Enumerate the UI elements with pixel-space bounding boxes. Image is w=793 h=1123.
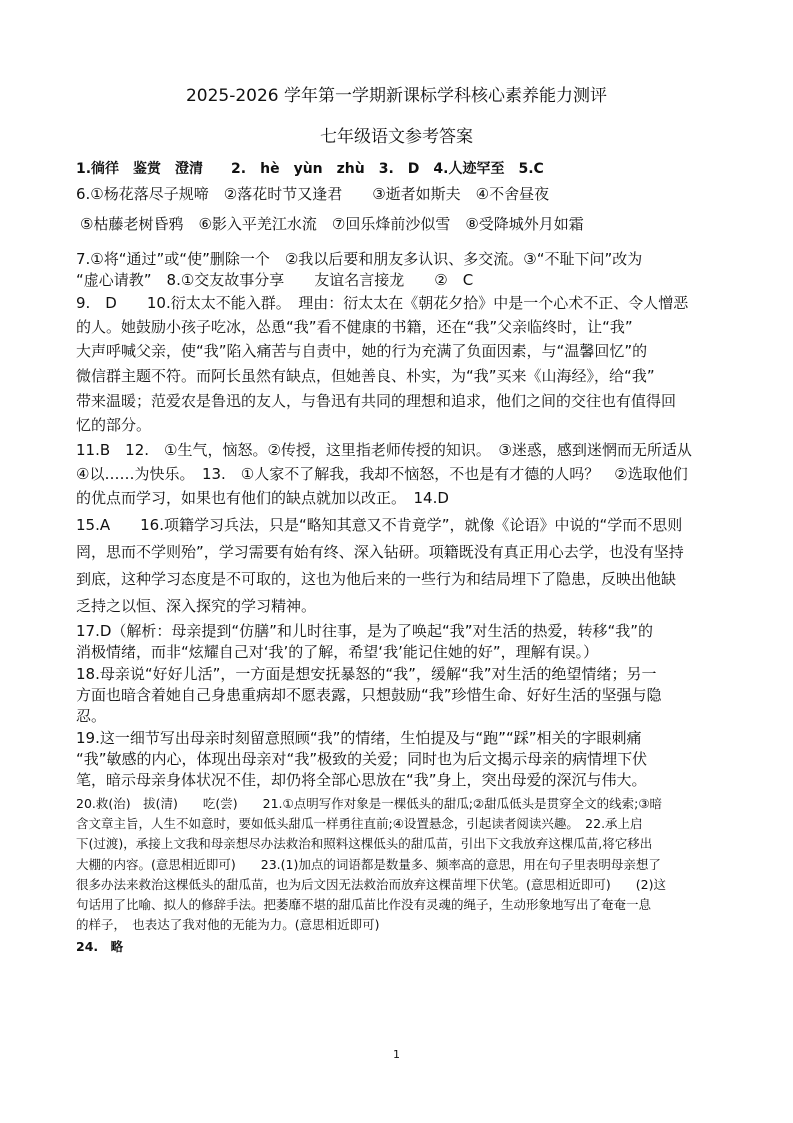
- answer-line: 忍。: [76, 707, 107, 725]
- answer-line: 大棚的内容。(意思相近即可) 23.(1)加点的词语都是数量多、频率高的意思，用在句子里表明母亲想了: [76, 857, 661, 872]
- answer-line: 带来温暖；范爱农是鲁迅的友人，与鲁迅有共同的理想和追求，他们之间的交往也有值得回: [76, 392, 677, 410]
- answer-line: 24. 略: [76, 939, 124, 954]
- answer-line: 方面也暗含着她自己身患重病却不愿表露，只想鼓励“我”珍惜生命、好好生活的坚强与隐: [76, 686, 662, 704]
- answer-line: 下(过渡)，承接上文我和母亲想尽办法救治和照料这棵低头的甜瓜苗，引出下文我放弃这棵瓜苗,将它移出: [76, 836, 653, 851]
- answer-line: ④以……为快乐。 13. ①人家不了解我，我却不恼怒，不也是有才德的人吗？ ②选取他们: [76, 465, 688, 483]
- answer-line: 句话用了比喻、拟人的修辞手法。把萎靡不堪的甜瓜苗比作没有灵魂的绳子，生动形象地写出了奄奄一息: [76, 897, 652, 912]
- answer-line: 17.D（解析：母亲提到“仿膳”和儿时往事，是为了唤起“我”对生活的热爱，转移“我”的: [76, 622, 654, 640]
- document-title: 2025-2026 学年第一学期新课标学科核心素养能力测评: [185, 86, 608, 106]
- answer-line: 含文章主旨，人生不如意时，要如低头甜瓜一样勇往直前;④设置悬念，引起读者阅读兴趣。 22.承上启: [76, 816, 643, 831]
- answer-line: 7.①将“通过”或“使”删除一个 ②我以后要和朋友多认识、多交流。③“不耻下问”改为: [76, 250, 643, 268]
- answer-line: 15.A 16.项籍学习兵法，只是“略知其意又不肯竟学”，就像《论语》中说的“学而不思则: [76, 516, 683, 534]
- answer-line: 大声呼喊父亲，使“我”陷入痛苦与自责中，她的行为充满了负面因素，与“温馨回忆”的: [76, 342, 648, 360]
- answer-line: 的优点而学习，如果也有他们的缺点就加以改正。 14.D: [76, 489, 449, 507]
- answer-line: 20.救(治) 拔(清) 吃(尝) 21.①点明写作对象是一棵低头的甜瓜;②甜瓜低头是贯穿全文的线索;③暗: [76, 796, 663, 811]
- answer-line: 19.这一细节写出母亲时刻留意照顾“我”的情绪，生怕提及与“跑”“踩”相关的字眼刺痛: [76, 729, 642, 747]
- answer-line: 罔，思而不学则殆”，学习需要有始有终、深入钻研。项籍既没有真正用心去学，也没有坚持: [76, 543, 684, 561]
- answer-line: 到底，这种学习态度是不可取的，这也为他后来的一些行为和结局埋下了隐患，反映出他缺: [76, 570, 677, 588]
- answer-line: 忆的部分。: [76, 416, 152, 434]
- document-subtitle: 七年级语文参考答案: [320, 127, 473, 147]
- page-number: 1: [393, 1048, 400, 1061]
- answer-line: 消极情绪，而非“炫耀自己对‘我’的了解，希望‘我’能记住她的好”，理解有误。）: [76, 643, 599, 661]
- answer-line: 乏持之以恒、深入探究的学习精神。: [76, 597, 317, 615]
- answer-line: 9. D 10.衍太太不能入群。 理由：衍太太在《朝花夕拾》中是一个心术不正、令人憎恶: [76, 294, 689, 312]
- answer-line: 的样子， 也表达了我对他的无能为力。(意思相近即可): [76, 917, 380, 932]
- answer-line: 微信群主题不符。而阿长虽然有缺点，但她善良、朴实，为“我”买来《山海经》，给“我”: [76, 367, 655, 385]
- answer-line: “我”敏感的内心，体现出母亲对“我”极致的关爱；同时也为后文揭示母亲的病情埋下伏: [76, 750, 648, 768]
- answer-line: 18.母亲说“好好儿活”，一方面是想安抚暴怒的“我”，缓解“我”对生活的绝望情绪；另一: [76, 665, 657, 683]
- answer-line: ⑤枯藤老树昏鸦 ⑥影入平羌江水流 ⑦回乐烽前沙似雪 ⑧受降城外月如霜: [80, 215, 584, 233]
- answer-line: “虚心请教” 8.①交友故事分享 友谊名言接龙 ② C: [76, 271, 474, 289]
- answer-line: 笔，暗示母亲身体状况不佳，却仍将全部心思放在“我”身上，突出母爱的深沉与伟大。: [76, 771, 647, 789]
- answer-line: 1.徜徉 鉴赏 澄清 2. hè yùn zhù 3. D 4.人迹罕至 5.C: [76, 161, 544, 177]
- answer-line: 很多办法来救治这棵低头的甜瓜苗，也为后文因无法救治而放弃这棵苗埋下伏笔。(意思相近即可) (2)这: [76, 877, 666, 892]
- answer-line: 11.B 12. ①生气，恼怒。②传授，这里指老师传授的知识。 ③迷惑，感到迷惘而无所适从: [76, 441, 692, 459]
- answer-line: 6.①杨花落尽子规啼 ②落花时节又逢君 ③逝者如斯夫 ④不舍昼夜: [76, 185, 550, 203]
- answer-line: 的人。她鼓励小孩子吃冰，怂恿“我”看不健康的书籍，还在“我”父亲临终时，让“我”: [76, 318, 633, 336]
